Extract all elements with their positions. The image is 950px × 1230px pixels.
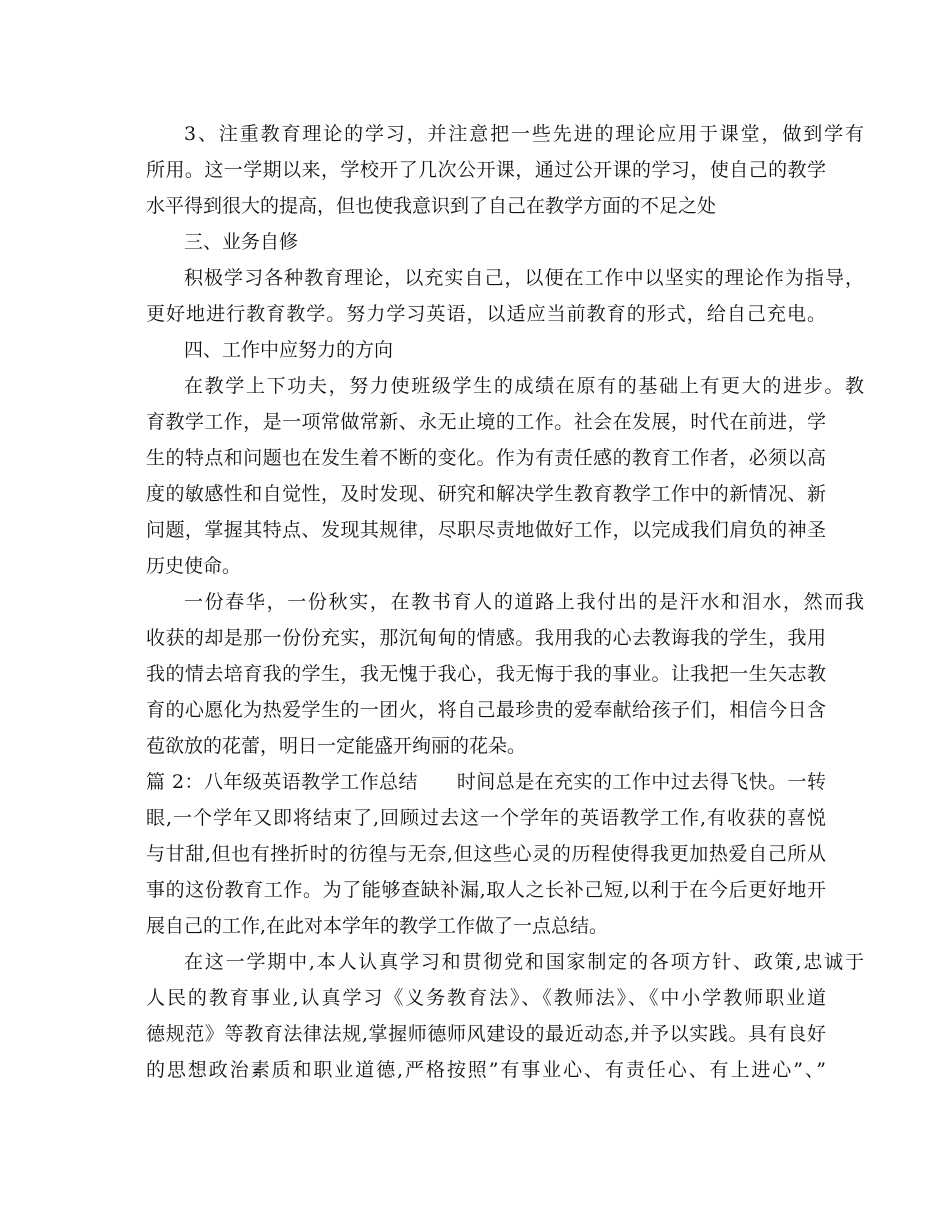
text-line: 事的这份教育工作。为了能够查缺补漏,取人之长补己短,以利于在今后更好地开 [146,879,826,901]
text-line: 人民的教育事业,认真学习《义务教育法》、《教师法》、《中小学教师职业道 [146,987,826,1009]
text-line: 收获的却是那一份份充实，那沉甸甸的情感。我用我的心去教诲我的学生，我用 [146,627,826,649]
text-line: 的思想政治素质和职业道德,严格按照”有事业心、有责任心、有上进心”、” [146,1059,826,1081]
text-line: 在教学上下功夫，努力使班级学生的成绩在原有的基础上有更大的进步。教 [184,375,864,397]
text-line: 德规范》等教育法律法规,掌握师德师风建设的最近动态,并予以实践。具有良好 [146,1023,826,1045]
text-line: 更好地进行教育教学。努力学习英语，以适应当前教育的形式，给自己充电。 [146,303,826,325]
text-line: 与甘甜,但也有挫折时的彷徨与无奈,但这些心灵的历程使得我更加热爱自己所从 [146,843,826,865]
text-line: 问题，掌握其特点、发现其规律，尽职尽责地做好工作，以完成我们肩负的神圣 [146,519,826,541]
text-line: 3、注重教育理论的学习，并注意把一些先进的理论应用于课堂，做到学有 [184,123,864,145]
text-line: 眼,一个学年又即将结束了,回顾过去这一个学年的英语教学工作,有收获的喜悦 [146,807,826,829]
text-line: 水平得到很大的提高，但也使我意识到了自己在教学方面的不足之处 [146,195,717,217]
text-line: 一份春华，一份秋实，在教书育人的道路上我付出的是汗水和泪水，然而我 [184,591,864,613]
section-heading: 三、业务自修 [184,231,299,253]
text-line: 苞欲放的花蕾，明日一定能盛开绚丽的花朵。 [146,735,527,757]
text-line: 展自己的工作,在此对本学年的教学工作做了一点总结。 [146,915,609,937]
text-line: 育的心愿化为热爱学生的一团火，将自己最珍贵的爱奉献给孩子们，相信今日含 [146,699,826,721]
text-line: 所用。这一学期以来，学校开了几次公开课，通过公开课的学习，使自己的教学 [146,159,826,181]
text-line: 积极学习各种教育理论，以充实自己，以便在工作中以坚实的理论作为指导， [184,267,864,289]
text-line: 我的情去培育我的学生，我无愧于我心，我无悔于我的事业。让我把一生矢志教 [146,663,826,685]
text-line: 生的特点和问题也在发生着不断的变化。作为有责任感的教育工作者，必须以高 [146,447,826,469]
section-heading: 四、工作中应努力的方向 [184,339,394,361]
text-line: 度的敏感性和自觉性，及时发现、研究和解决学生教育教学工作中的新情况、新 [146,483,826,505]
text-line: 历史使命。 [146,555,242,577]
text-line: 在这一学期中,本人认真学习和贯彻党和国家制定的各项方针、政策,忠诚于 [184,951,864,973]
text-line: 篇 2：八年级英语教学工作总结 时间总是在充实的工作中过去得飞快。一转 [146,771,826,793]
text-line: 育教学工作，是一项常做常新、永无止境的工作。社会在发展，时代在前进，学 [146,411,826,433]
